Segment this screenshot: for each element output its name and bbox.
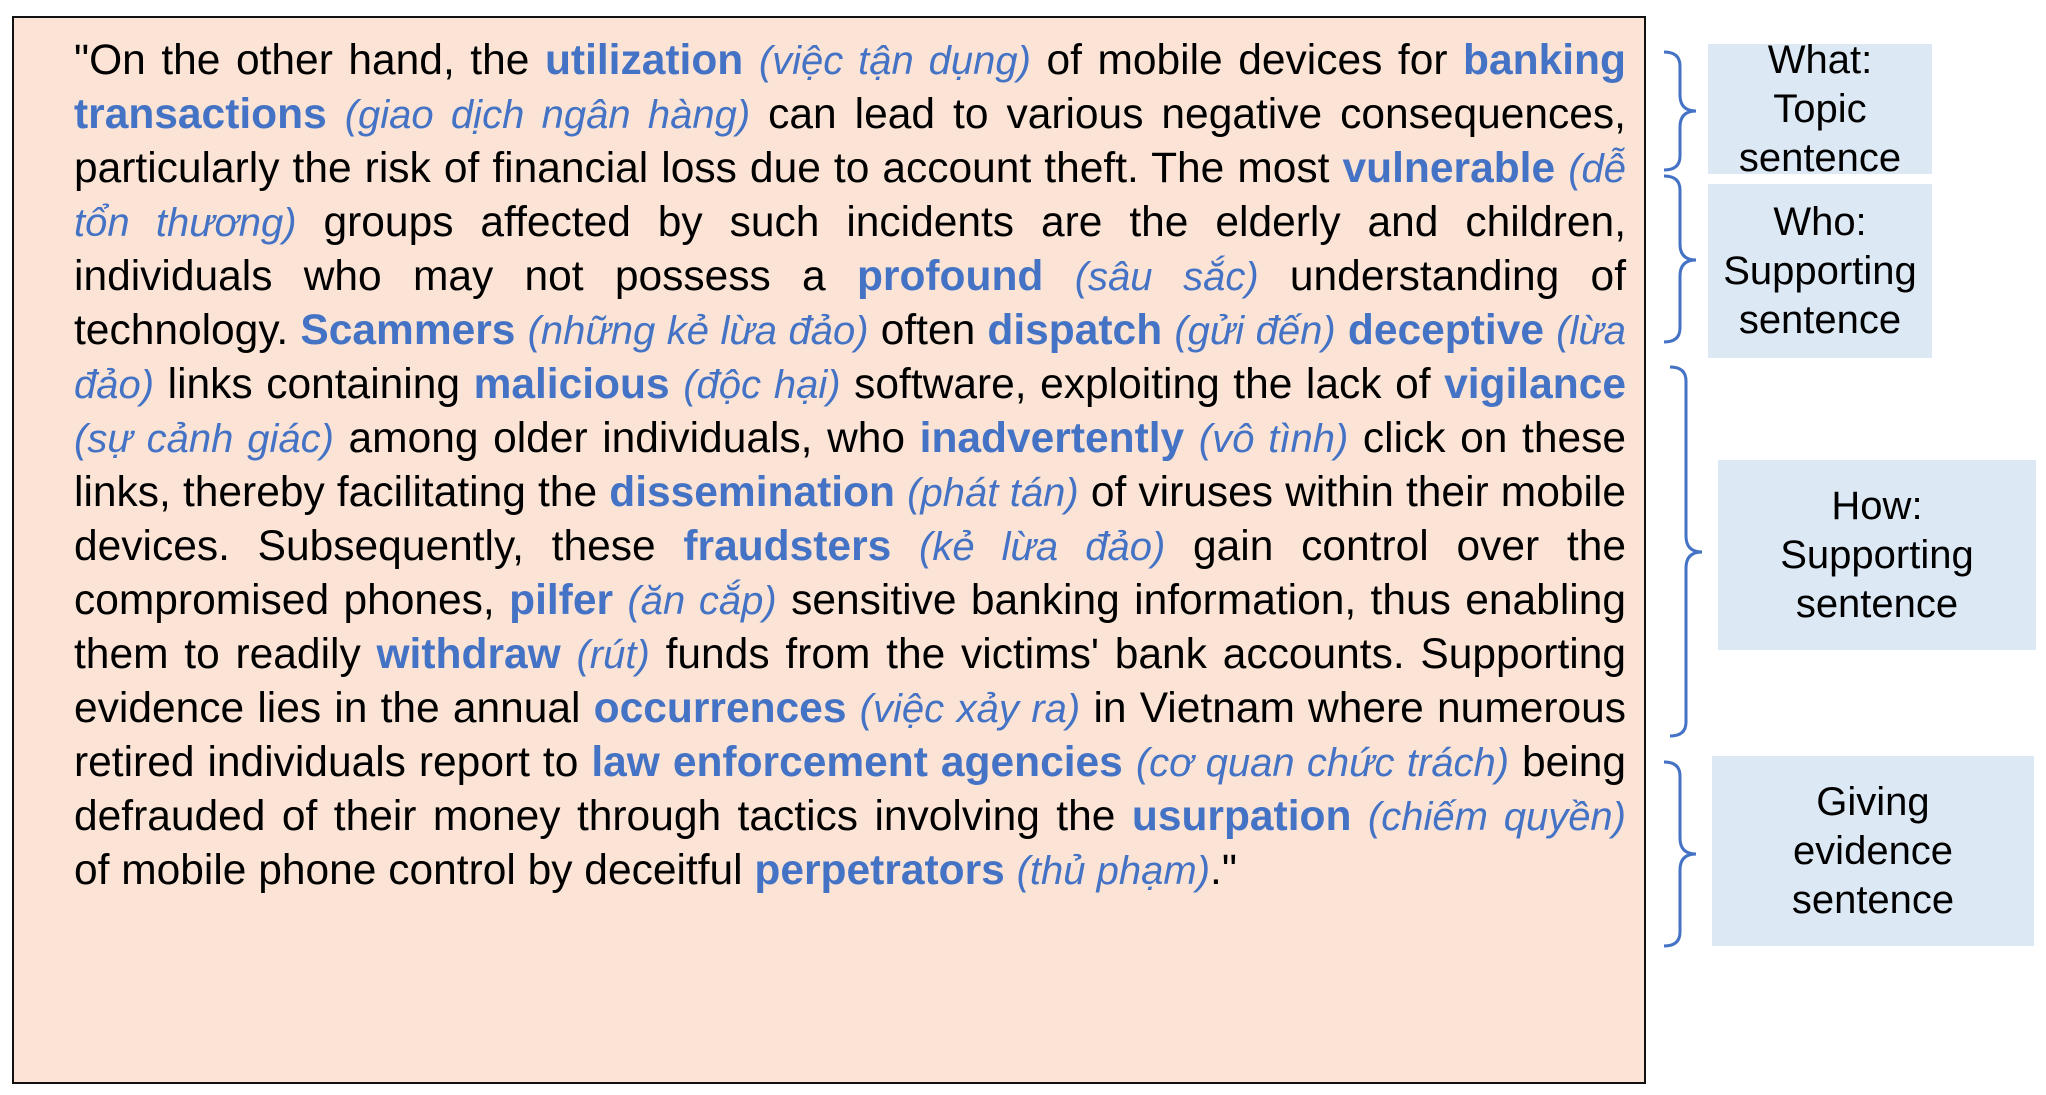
vietnamese-translation: (dễ tổn thương)	[74, 147, 1626, 245]
vocab-keyword: profound	[856, 253, 1044, 300]
vietnamese-translation: (việc tận dụng)	[758, 39, 1031, 83]
passage-segment: in Vietnam where numerous retired individuals report to	[74, 685, 1627, 786]
vocab-keyword: withdraw	[376, 631, 561, 678]
passage-segment	[1043, 253, 1074, 300]
vietnamese-translation: (độc hại)	[683, 363, 841, 407]
passage-segment: "On the other hand, the	[74, 37, 545, 84]
vocab-keyword: law enforcement agencies	[591, 739, 1123, 786]
vocab-keyword: dissemination	[609, 469, 895, 516]
passage-segment	[1336, 307, 1348, 354]
passage-segment	[1123, 739, 1136, 786]
passage-segment: of mobile phone control by deceitful	[74, 847, 755, 894]
passage-segment: of viruses within their mobile devices. Subsequently, these	[74, 469, 1627, 570]
passage-segment: being defrauded of their money through tactics involving the	[74, 739, 1627, 840]
passage-segment	[743, 37, 759, 84]
vocab-keyword: banking transactions	[74, 37, 1626, 138]
passage-segment	[1351, 793, 1367, 840]
passage-segment	[895, 469, 907, 516]
vocab-keyword: perpetrators	[754, 847, 1005, 894]
bracket-evidence	[1664, 762, 1696, 946]
passage-segment: understanding of technology.	[74, 253, 1626, 354]
vietnamese-translation: (vô tình)	[1198, 417, 1349, 461]
passage-segment: ."	[1210, 847, 1237, 894]
vocab-keyword: deceptive	[1347, 307, 1544, 354]
passage-segment	[613, 577, 627, 624]
passage-segment: can lead to various negative consequences, particularly the risk of financial loss due to account theft. The most	[74, 91, 1626, 192]
vietnamese-translation: (việc xảy ra)	[859, 687, 1081, 731]
vietnamese-translation: (sự cảnh giác)	[74, 417, 334, 461]
vocab-keyword: usurpation	[1131, 793, 1352, 840]
vocab-keyword: inadvertently	[919, 415, 1185, 462]
passage-segment	[1184, 415, 1199, 462]
vietnamese-translation: (thủ phạm)	[1016, 849, 1211, 893]
passage-segment: software, exploiting the lack of	[840, 361, 1445, 408]
vietnamese-translation: (cơ quan chức trách)	[1135, 741, 1510, 785]
passage-segment: sensitive banking information, thus enabling them to readily	[74, 577, 1626, 678]
vietnamese-translation: (những kẻ lừa đảo)	[527, 309, 869, 353]
vietnamese-translation: (ăn cắp)	[627, 579, 777, 623]
label-who-supporting-sentence: Who: Supporting sentence	[1708, 184, 1932, 358]
label-how-supporting-sentence: How: Supporting sentence	[1718, 460, 2036, 650]
vocab-keyword: vulnerable	[1342, 145, 1556, 192]
vocab-keyword: vigilance	[1444, 361, 1626, 408]
passage-segment: click on these links, thereby facilitating the	[74, 415, 1626, 516]
bracket-who	[1664, 176, 1696, 342]
vocab-keyword: utilization	[544, 37, 744, 84]
passage-segment	[1544, 307, 1556, 354]
passage-segment	[327, 91, 345, 138]
passage-segment: among older individuals, who	[333, 415, 920, 462]
vocab-keyword: pilfer	[509, 577, 614, 624]
passage-segment	[891, 523, 919, 570]
vocab-keyword: malicious	[473, 361, 670, 408]
vietnamese-translation: (kẻ lừa đảo)	[919, 525, 1166, 569]
label-what-topic-sentence: What: Topic sentence	[1708, 44, 1932, 174]
vietnamese-translation: (lừa đảo)	[74, 309, 1626, 407]
vocab-keyword: dispatch	[987, 307, 1163, 354]
passage-segment	[561, 631, 577, 678]
passage-segment	[670, 361, 684, 408]
bracket-how	[1670, 367, 1702, 736]
passage-segment	[1005, 847, 1017, 894]
vietnamese-translation: (phát tán)	[907, 471, 1079, 515]
passage-segment: links containing	[154, 361, 474, 408]
label-giving-evidence-sentence: Giving evidence sentence	[1712, 756, 2034, 946]
passage-segment: of mobile devices for	[1030, 37, 1464, 84]
passage-segment	[846, 685, 859, 732]
passage-segment: gain control over the compromised phones,	[74, 523, 1626, 624]
passage-segment: funds from the victims' bank accounts. Supporting evidence lies in the annual	[74, 631, 1626, 732]
bracket-what	[1664, 52, 1696, 170]
vietnamese-translation: (sâu sắc)	[1074, 255, 1259, 299]
vietnamese-translation: (rút)	[576, 633, 650, 677]
vietnamese-translation: (giao dịch ngân hàng)	[344, 93, 751, 137]
vocab-keyword: occurrences	[593, 685, 847, 732]
passage-segment: groups affected by such incidents are the elderly and children, individuals who may not possess a	[74, 199, 1626, 300]
passage-text	[74, 34, 1626, 898]
vocab-keyword: fraudsters	[683, 523, 892, 570]
vietnamese-translation: (chiếm quyền)	[1367, 795, 1626, 839]
vietnamese-translation: (gửi đến)	[1174, 309, 1336, 353]
passage-segment: often	[868, 307, 988, 354]
passage-panel	[12, 16, 1646, 1084]
passage-segment	[515, 307, 527, 354]
vocab-keyword: Scammers	[300, 307, 516, 354]
passage-segment	[1555, 145, 1568, 192]
passage-segment	[1162, 307, 1174, 354]
